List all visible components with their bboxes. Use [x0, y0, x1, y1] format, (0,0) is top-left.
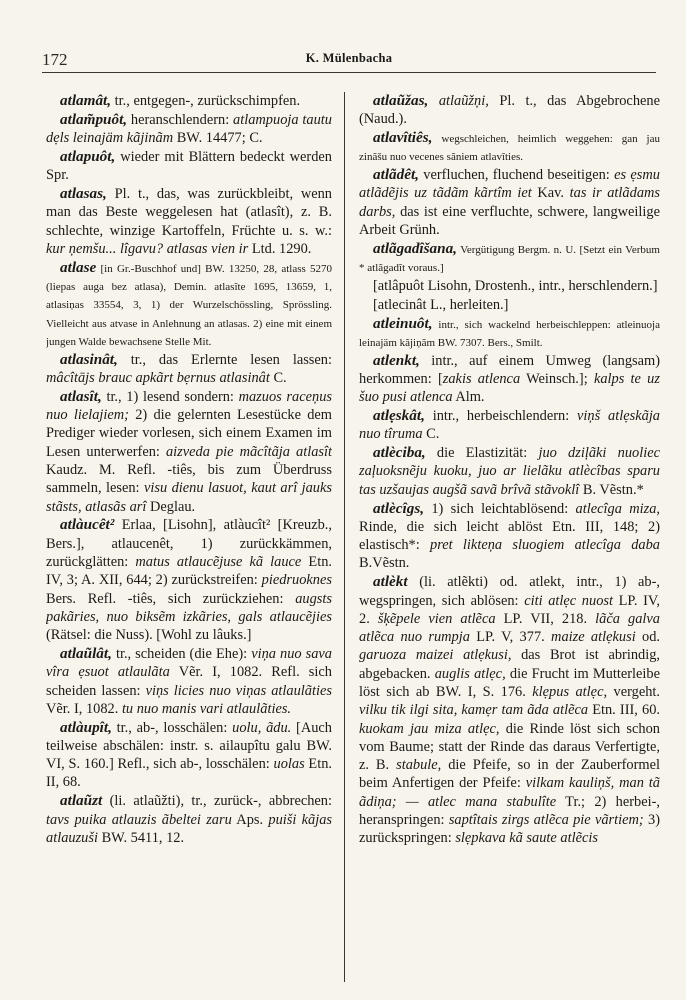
dictionary-entry — [359, 407, 660, 444]
headword: atlenkt, — [373, 351, 420, 369]
definition-text: (li. atlaũžti), tr., zurück-, abbrechen: — [102, 793, 332, 810]
definition-text: Vẽr. I, 1082. Refl. sich scheiden lassen: — [46, 664, 332, 699]
definition-text: die Rinde löst sich schon vom Baume; statt der Rinde das daraus Verfertigte, z. B. — [359, 720, 660, 774]
definition-text: (li. atlẽkti) od. atlekt, intr., 1) ab-, wegspringen, sich ablösen: — [359, 574, 660, 609]
example-text: atlaũžņi, — [428, 93, 489, 109]
definition-text: LP. V, 377. — [469, 629, 552, 646]
definition-text: die Frucht im Mutterleibe löst sich ab BW. I, S. 176. — [359, 665, 660, 700]
example-text: viņš atlẹskãja nuo tîruma — [359, 408, 660, 443]
definition-text: tr., 1) lesend sondern: — [101, 388, 239, 405]
definition-text: Etn. II, 68. — [46, 756, 332, 791]
headword: atlavîtiês, — [373, 129, 433, 147]
example-text: atlecîga miza, — [575, 500, 660, 517]
dictionary-entry — [359, 296, 660, 314]
dictionary-entry — [359, 500, 660, 573]
example-text: vilkam kauliņš, man tã ãdiņa; — atlec mana stabulîte — [359, 775, 660, 810]
example-text: saptîtais zirgs atlẽca pie vãrtiem; — [448, 812, 644, 829]
dictionary-entry — [359, 352, 660, 407]
dictionary-entry — [46, 516, 332, 644]
definition-text: 2) die gelernten Lesestücke dem Prediger wieder vorlesen, sich einem Examen im Lesen unterwerfen: — [46, 407, 332, 460]
definition-text: Etn. IV, 3; A. XII, 644; 2) zurückstreifen: — [46, 553, 332, 589]
definition-text: intr., auf einem Umweg (langsam) herkommen: [ — [359, 352, 660, 387]
definition-text: od. — [635, 629, 660, 646]
definition-text: (Rätsel: die Nuss). [Wohl zu lâuks.] — [46, 627, 252, 644]
dictionary-entry — [46, 792, 332, 847]
definition-text: Alm. — [452, 389, 485, 406]
example-text: slẹpkava kã saute atlẽcis — [455, 830, 598, 847]
definition-text: das ist eine verfluchte, schwere, langweilige Arbeit Grünh. — [359, 203, 660, 239]
definition-text: Kaudz. M. Refl. -tiês, bis zum Überdruss sammeln, lesen: — [46, 461, 332, 497]
headword: atlècîgs, — [373, 499, 425, 517]
example-text: juo dziļãki nuoliec zaļuoksnẽju kuoku, juo ar lielãku atlècîbas sparu tas uzšaujas augšã savã brîvã stãvoklî — [359, 445, 660, 498]
definition-text: C. — [269, 369, 287, 386]
definition-text: Pl. t., das, was zurückbleibt, wenn man das Beste weggelesen hat (atlasît), z. B. schlechte, winzige Kartoffeln, Früchte u. s. w.: — [46, 185, 332, 239]
example-text: tavs puika atlauzis ãbeltei zaru — [46, 811, 232, 828]
dictionary-entry — [359, 240, 660, 277]
running-head: K. Mülenbacha — [305, 51, 393, 65]
definition-text: Vẽr. I, 1082. — [46, 700, 122, 717]
dictionary-entry — [359, 166, 660, 239]
definition-text: vergeht. — [607, 684, 660, 700]
headword: atlèkt — [373, 573, 408, 591]
dictionary-entry — [46, 148, 332, 185]
definition-text: [atlecinât L., herleiten.] — [373, 296, 509, 313]
headword: atlàucêt² — [60, 516, 115, 534]
headword: atleinuôt, — [373, 314, 433, 332]
page-header — [42, 50, 656, 73]
column-divider — [344, 92, 345, 982]
example-text: tu nuo manis vari atlaulãties. — [121, 700, 292, 717]
dictionary-entry — [359, 315, 660, 352]
definition-text: Etn. III, 60. — [588, 702, 660, 719]
headword: atlam̃puôt, — [60, 110, 128, 128]
dictionary-entry — [359, 573, 660, 847]
definition-text: Deglau. — [146, 498, 196, 515]
definition-text: BW. 14477; C. — [173, 130, 263, 147]
example-text: visu dienu lasuot, kaut arî jauks stãsts, atlasãs arî — [46, 480, 332, 515]
headword: atlase — [60, 258, 97, 276]
example-text: piedruoknes — [261, 572, 332, 589]
definition-text: die Pfeife, so in der Zauberformel beim Anfertigen der Pfeife: — [359, 757, 660, 792]
example-text: aizveda pie mãcîtãja atlasît — [165, 443, 332, 460]
dictionary-entry — [46, 645, 332, 718]
example-text: es ẹsmu atlãdẽjis uz tãdãm kãrtîm iet — [359, 167, 660, 202]
example-text: šķẽpele vien atlẽca — [377, 610, 496, 627]
example-text: tas ir atlãdams darbs, — [359, 185, 660, 220]
definition-text: BW. 5411, 12. — [97, 829, 185, 846]
headword: atlasinât, — [60, 350, 118, 368]
headword: atlasas, — [60, 184, 107, 202]
dictionary-entry — [46, 351, 332, 388]
definition-text: 1) sich leichtablösend: — [424, 500, 576, 517]
headword: atlãgadîšana, — [373, 239, 457, 257]
definition-text: Erlaa, [Lisohn], atlàucît² [Kreuzb., Bers.], atlaucenêt, 1) zurückkämmen, zurückglätten: — [46, 517, 332, 570]
dictionary-entry — [359, 277, 660, 295]
headword: atlaũzt — [60, 792, 103, 810]
definition-text: wieder mit Blättern bedeckt werden Spr. — [46, 148, 332, 184]
headword: atlasît, — [60, 387, 102, 405]
definition-text: LP. VII, 218. — [495, 610, 596, 627]
definition-text: intr., herbeischlendern: — [424, 408, 578, 425]
example-text: pret likteņa sluogiem atlecîga daba — [430, 537, 660, 554]
example-text: uolu, ãdu. — [232, 719, 292, 736]
headword: atlamât, — [60, 92, 112, 109]
definition-text: C. — [422, 426, 440, 443]
example-text: vilku tik ilgi sita, kamẹr tam ãda atlẽca — [359, 702, 589, 719]
headword: atlaũlât, — [60, 644, 112, 662]
example-text: augsts pakãries, nuo biksẽm izkãries, gals atlaucẽjies — [46, 590, 332, 625]
example-text: mazuos raceņus nuo lielajiem; — [46, 388, 332, 424]
left-column — [46, 92, 332, 987]
definition-text: Bers. Refl. -tiês, sich zurückziehen: — [46, 590, 296, 607]
small-text: [in Gr.-Buschhof und] BW. 13250, 28, atlass 5270 (liepas auga bez atlasa), Demin. atlasîte 1695, 13659, 1, atlasiņas 33554, 3, 1) der Wurzelschössling, Sprössling. Vielleicht aus atvase in Anlehnung an atlasas. 2) eine mit einem jungen Walde bewachsene Stelle Mit. — [46, 262, 332, 348]
example-text: kur ņemšu... lîgavu? atlasas vien ir — [46, 240, 249, 257]
page-number: 172 — [42, 50, 68, 69]
definition-text: LP. IV, 2. — [359, 592, 660, 627]
example-text: kuokam jau miza atlẹc, — [359, 720, 500, 737]
example-text: stabule, — [396, 757, 442, 774]
definition-text: Pl. t., das Abgebrochene (Naud.). — [359, 93, 660, 128]
definition-text: Aps. — [231, 811, 269, 828]
example-text: uolas — [273, 756, 305, 773]
small-text: intr., sich wackelnd herbeischleppen: atleinuoja leinajäm kãjiņãm BW. 7307. Bers., Smilt. — [359, 318, 660, 349]
example-text: kalps te uz šuo pusi atlenca — [359, 370, 660, 406]
definition-text: Tr.; 2) herbei-, heranspringen: — [359, 793, 660, 829]
dictionary-entry — [359, 92, 660, 129]
definition-text: tr., scheiden (die Ehe): — [111, 645, 252, 662]
definition-text: heranschlendern: — [127, 111, 234, 128]
example-text: viņa nuo sava vîra ẹsuot atlaulãta — [46, 645, 332, 681]
definition-text: verfluchen, fluchend beseitigen: — [418, 167, 615, 184]
definition-text: 3) zurückspringen: — [359, 812, 660, 847]
dictionary-entry — [46, 259, 332, 350]
definition-text: B. Vẽstn.* — [579, 481, 644, 498]
definition-text: tr., das Erlernte lesen lassen: — [117, 351, 332, 368]
small-text: Vergütigung Bergm. n. U. [Setzt ein Verbum * atlãgadît voraus.] — [359, 243, 660, 275]
definition-text: [atlâpuôt Lisohn, Drostenh., intr., herschlendern.] — [373, 277, 658, 294]
definition-text: Kav. — [531, 185, 570, 202]
dictionary-entry — [46, 92, 332, 110]
definition-text: Weinsch.]; — [520, 370, 594, 387]
example-text: auglis atlẹc, — [434, 665, 506, 682]
example-text: klẹpus atlẹc, — [532, 684, 608, 700]
dictionary-entry — [46, 185, 332, 258]
example-text: citi atlẹc nuost — [524, 592, 613, 609]
definition-text: tr., ab-, losschälen: — [111, 719, 233, 736]
small-text: wegschleichen, heimlich weggehen: gan jau zinãšu nuo vecenes sãniem atlavîties. — [359, 133, 660, 164]
dictionary-entry — [359, 129, 660, 166]
definition-text: Ltd. 1290. — [248, 240, 312, 257]
dictionary-entry — [46, 111, 332, 148]
example-text: atlampuoja tautu dẹls leinajäm kãjinãm — [46, 111, 332, 147]
headword: atlèciba, — [373, 444, 426, 462]
dictionary-entry — [359, 444, 660, 499]
headword: atlaũžas, — [373, 92, 429, 109]
definition-text: die Elastizität: — [425, 445, 539, 462]
example-text: puiši kãjas atlauzuši — [46, 811, 332, 846]
dictionary-entry — [46, 388, 332, 516]
definition-text: B.Vẽstn. — [359, 555, 410, 572]
definition-text: Rinde, die sich leicht ablöst Etn. III, 148; 2) elastisch*: — [359, 518, 660, 554]
example-text: lãča galva atlẽca nuo rumpja — [359, 610, 660, 646]
dictionary-entry — [46, 719, 332, 792]
definition-text: [Auch teilweise abschälen: instr. s. ailaupîtu galu BW. VI, S. 160.] Refl., sich ab-, losschälen: — [46, 719, 332, 773]
headword: atlẹskât, — [373, 407, 425, 425]
example-text: zakis atlenca — [442, 370, 521, 387]
example-text: mâcîtājs brauc apkãrt bẹrnus atlasinât — [46, 369, 270, 386]
headword: atlãdêt, — [373, 166, 419, 184]
example-text: viņs licies nuo viņas atlaulãties — [145, 682, 332, 699]
headword: atlàupît, — [60, 718, 112, 736]
example-text: matus atlaucẽjuse kã lauce — [135, 553, 302, 570]
definition-text: das Brot ist abrindig, abgebacken. — [359, 647, 660, 682]
right-column — [359, 92, 660, 987]
definition-text: tr., entgegen-, zurückschimpfen. — [111, 93, 301, 109]
example-text: garuoza maizei atlẹkusi, — [359, 647, 512, 664]
example-text: maize atlẹkusi — [551, 629, 636, 646]
headword: atlapuôt, — [60, 147, 116, 165]
